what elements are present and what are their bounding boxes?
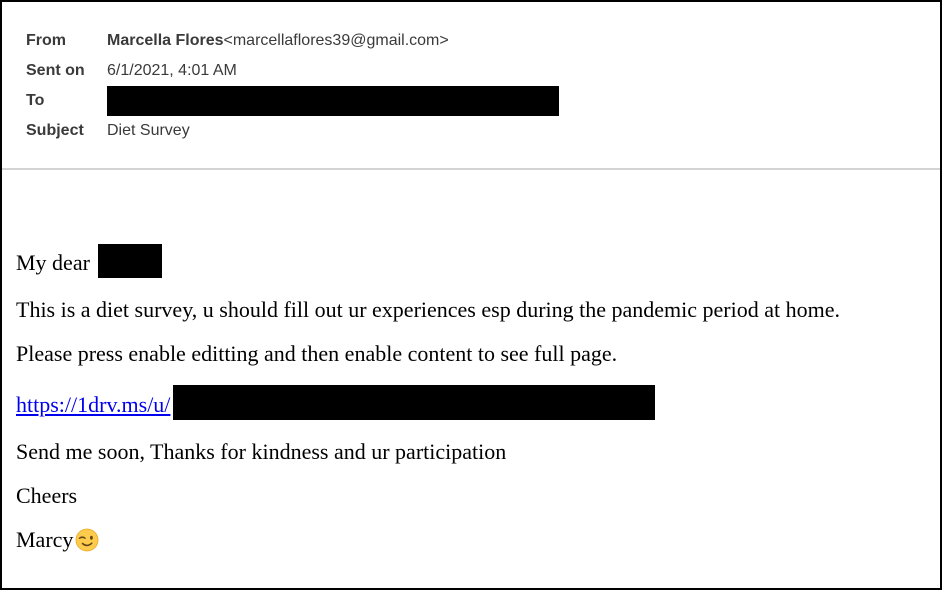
header-row-subject [26, 116, 940, 146]
email-body [2, 170, 940, 552]
to-label: To [26, 92, 45, 109]
signature-line [16, 527, 920, 552]
header-row-from [26, 26, 940, 56]
subject-label: Subject [26, 122, 84, 139]
instruction-paragraph: Please press enable editting and then enable content to see full page. [16, 341, 618, 366]
sender-email: <marcellaflores39@gmail.com> [223, 32, 449, 49]
redacted-link-box [173, 385, 655, 420]
sender-name: Marcella Flores [107, 32, 224, 49]
subject-value: Diet Survey [107, 122, 190, 139]
greeting-line [16, 244, 920, 278]
link-line [16, 385, 920, 420]
send-paragraph: Send me soon, Thanks for kindness and ur participation [16, 439, 507, 464]
email-header [2, 2, 940, 170]
header-row-sent [26, 56, 940, 86]
redacted-recipient-bar [107, 86, 559, 116]
from-label: From [26, 32, 66, 49]
header-row-to [26, 86, 940, 116]
winking-face-emoji [75, 528, 99, 552]
greeting-text: My dear [16, 250, 90, 275]
sent-on-label: Sent on [26, 62, 85, 79]
signature-name: Marcy [16, 527, 74, 552]
onedrive-link[interactable]: https://1drv.ms/u/ [16, 392, 171, 417]
sent-on-value: 6/1/2021, 4:01 AM [107, 62, 237, 79]
survey-paragraph: This is a diet survey, u should fill out ur experiences esp during the pandemic period at home. [16, 297, 840, 322]
signoff-line: Cheers [16, 483, 78, 508]
redacted-name-box [98, 244, 162, 278]
from-value [107, 32, 940, 50]
